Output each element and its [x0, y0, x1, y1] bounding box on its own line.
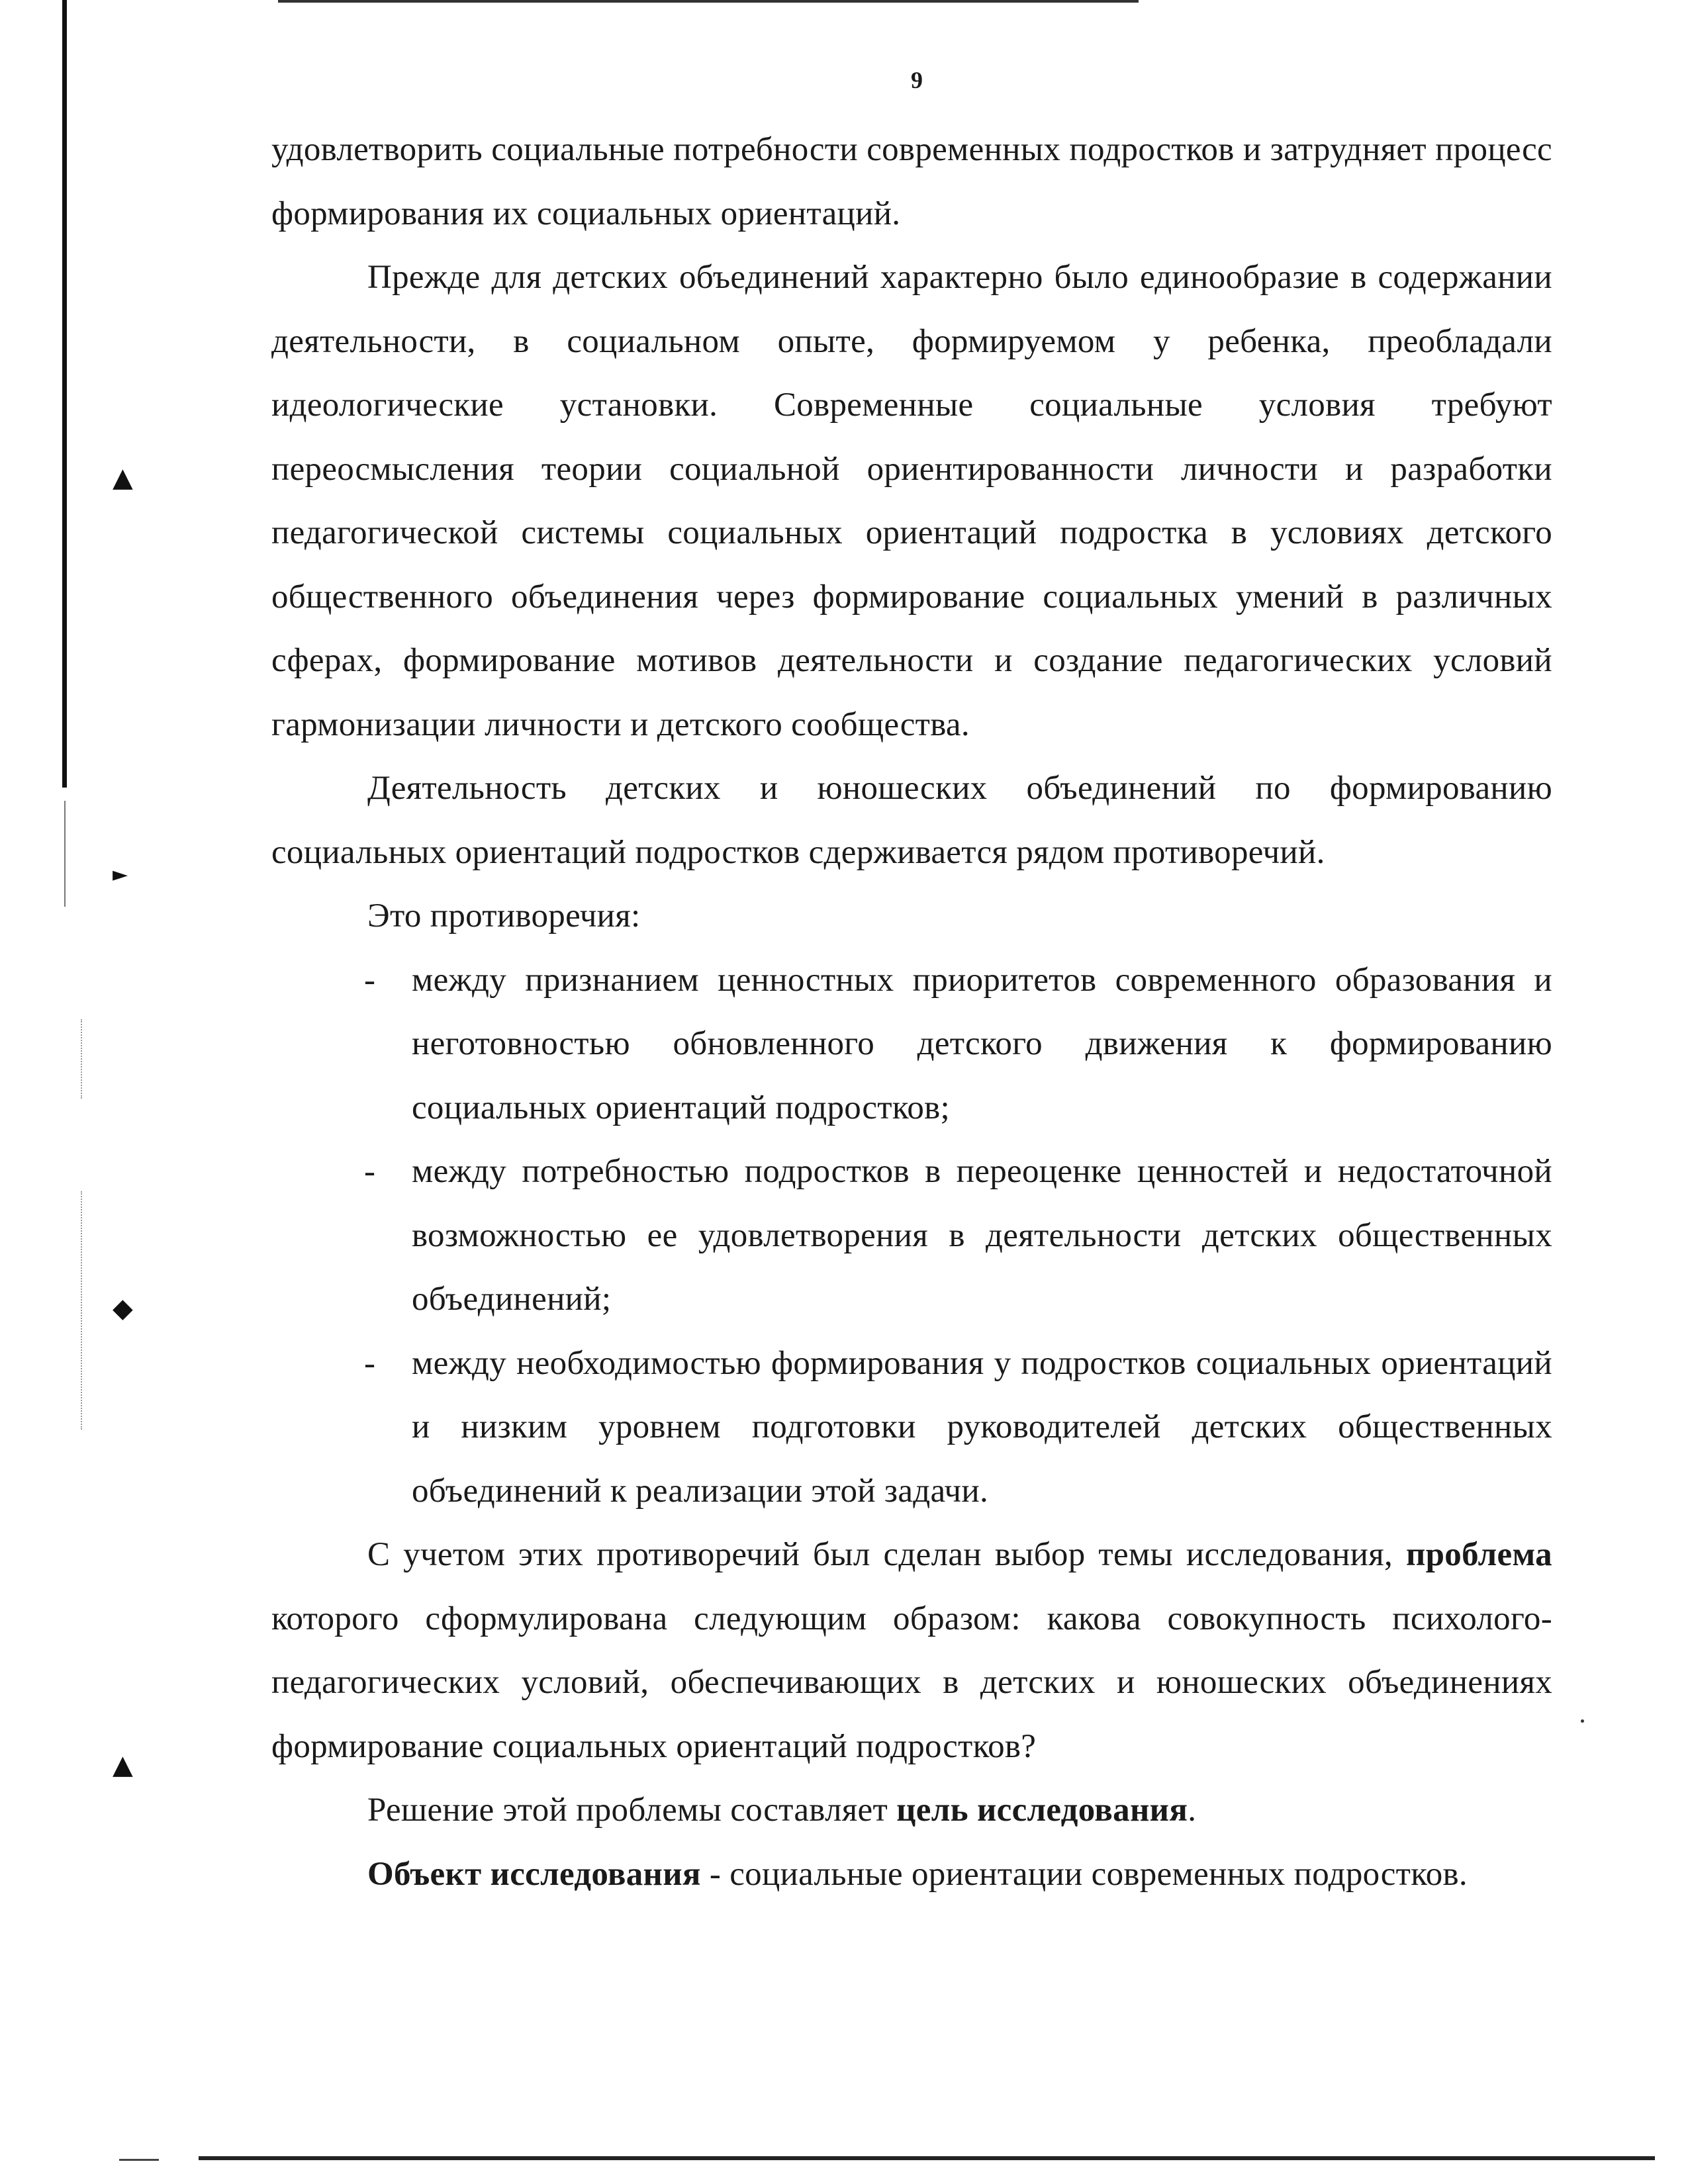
scan-top-rule — [278, 0, 1139, 3]
binding-mark-icon: ► — [113, 863, 128, 886]
list-item — [271, 948, 1552, 1140]
binding-mark-icon: ▲ — [113, 1750, 133, 1780]
page-number: 9 — [911, 67, 923, 93]
bold-term-goal: цель исследования — [896, 1792, 1188, 1829]
bold-term-problem: проблема — [1405, 1536, 1552, 1573]
list-dash: - — [364, 1344, 376, 1382]
scan-left-dots — [81, 1191, 86, 1430]
text-run: которого сформулирована следующим образом: какова совокупность психолого-педагогических условий, обеспечивающих в детских и юношеских объединениях формирование социальных ориентаций подростков? — [271, 1600, 1552, 1765]
paragraph: Деятельность детских и юношеских объединений по формированию социальных ориентаций подростков сдерживается рядом противоречий. — [271, 770, 1552, 871]
document-body — [271, 118, 1552, 1906]
text-run: - социальные ориентации современных подростков. — [709, 1855, 1468, 1893]
text-run: С учетом этих противоречий был сделан выбор темы исследования, — [367, 1536, 1393, 1573]
paragraph — [271, 1778, 1552, 1843]
scan-left-dots — [81, 1019, 86, 1099]
scan-bottom-rule-left — [119, 2159, 159, 2161]
list-intro: Это противоречия: — [367, 897, 641, 934]
paragraph — [271, 1843, 1552, 1907]
list-dash: - — [364, 1153, 376, 1190]
paragraph: удовлетворить социальные потребности современных подростков и затрудняет процесс формирования их социальных ориентаций. — [271, 131, 1552, 232]
list-item — [271, 1332, 1552, 1524]
binding-mark-icon: ▲ — [113, 463, 133, 493]
scan-stray-dot — [1581, 1719, 1584, 1723]
list-item-text: между потребностью подростков в переоценке ценностей и недостаточной возможностью ее удовлетворения в деятельности детских общественных объединений; — [412, 1153, 1552, 1318]
list-dash: - — [364, 961, 376, 999]
list-item-text: между необходимостью формирования у подростков социальных ориентаций и низким уровнем подготовки руководителей детских общественных объединений к реализации этой задачи. — [412, 1344, 1552, 1510]
text-run: . — [1188, 1792, 1197, 1829]
bold-term-object: Объект исследования — [367, 1855, 701, 1893]
contradictions-list — [271, 948, 1552, 1524]
scan-left-edge-line-lower — [64, 801, 66, 907]
scan-bottom-rule — [199, 2156, 1655, 2160]
scan-left-edge-line — [62, 0, 67, 788]
list-item-text: между признанием ценностных приоритетов современного образования и неготовностью обновленного детского движения к формированию социальных ориентаций подростков; — [412, 961, 1552, 1126]
paragraph: Прежде для детских объединений характерно было единообразие в содержании деятельности, в социальном опыте, формируемом у ребенка, преобладали идеологические установки. Современные социальные условия требуют переосмысления теории социальной ориентированности личности и разработки педагогической системы социальных ориентаций подростка в условиях детского общественного объединения через формирование социальных умений в различных сферах, формирование мотивов деятельности и создание педагогических условий гармонизации личности и детского сообщества. — [271, 259, 1552, 743]
text-run: Решение этой проблемы составляет — [367, 1792, 888, 1829]
list-item — [271, 1140, 1552, 1332]
binding-mark-icon: ◆ — [113, 1293, 133, 1324]
paragraph — [271, 1523, 1552, 1778]
